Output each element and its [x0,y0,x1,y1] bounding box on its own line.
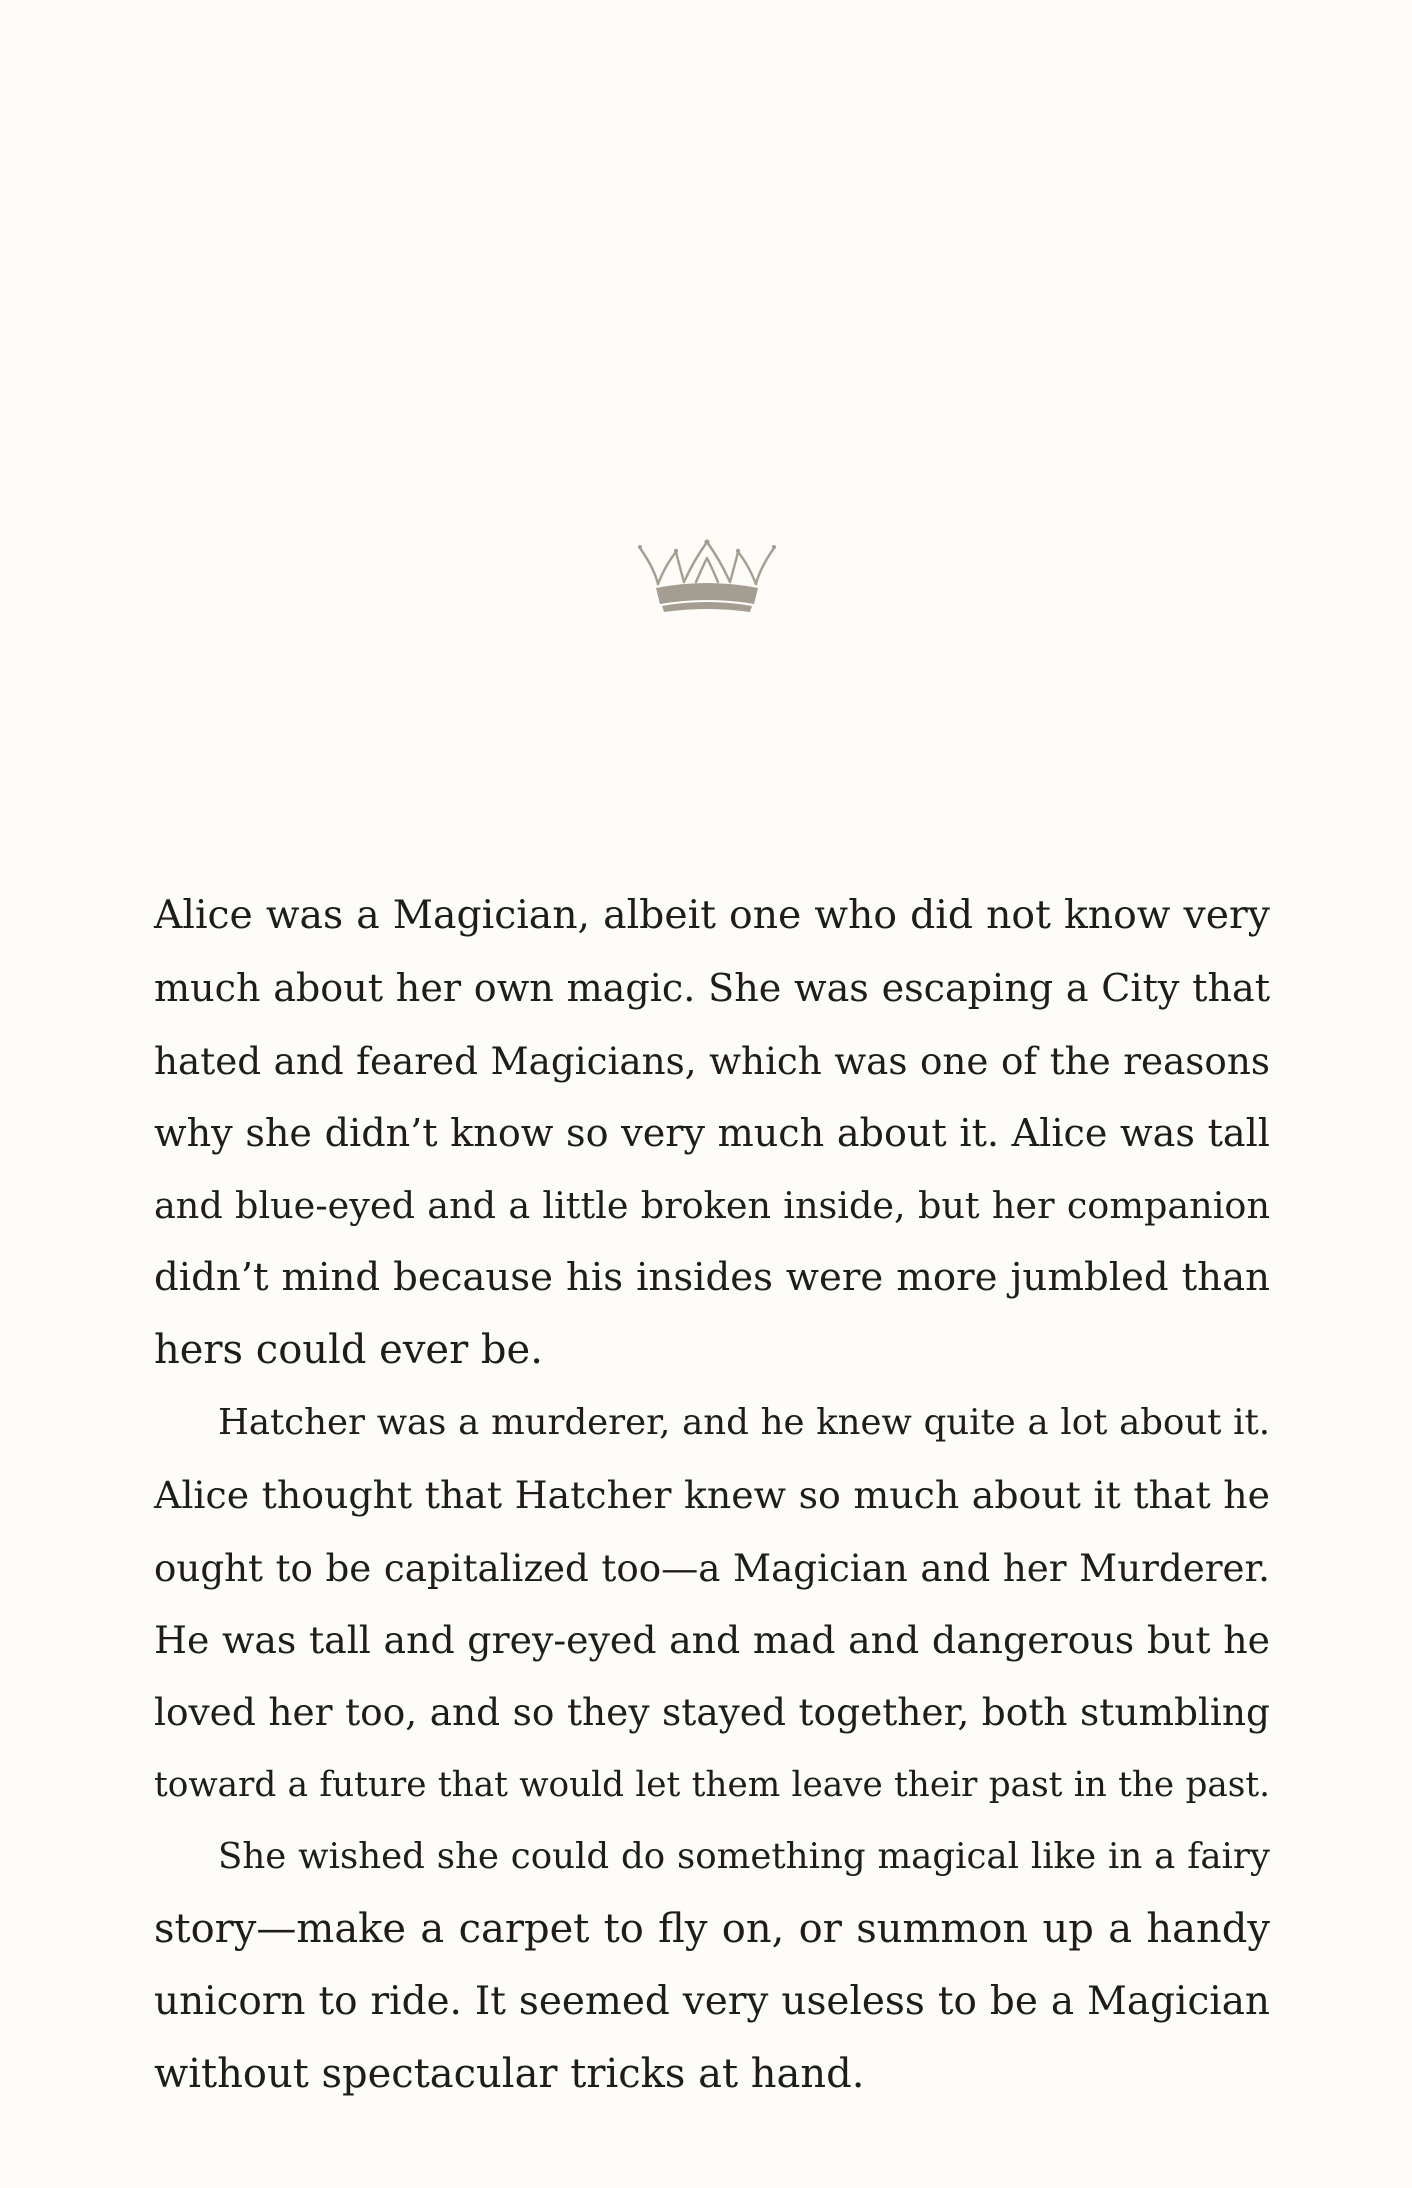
body-text [154,880,1270,2111]
text-line: He was tall and grey-eyed and mad and dangerous but he [154,1617,1270,1662]
text-line: Hatcher was a murderer, and he knew quite a lot about it. [218,1401,1270,1443]
text-line: Alice thought that Hatcher knew so much about it that he [154,1473,1270,1518]
paragraph-1 [154,880,1270,1387]
text-line: hated and feared Magicians, which was one of the reasons [154,1038,1270,1083]
text-line: didn’t mind because his insides were more jumbled than [154,1254,1270,1300]
crown-icon [636,538,778,616]
text-line: unicorn to ride. It seemed very useless to be a Magician [154,1978,1270,2024]
text-line: ought to be capitalized too—a Magician and her Murderer. [154,1545,1270,1590]
text-line: loved her too, and so they stayed together, both stumbling [154,1690,1270,1735]
text-line: She wished she could do something magical like in a fairy [218,1836,1270,1878]
text-line: much about her own magic. She was escaping a City that [154,966,1270,1011]
paragraph-3 [154,1821,1270,2111]
text-line: why she didn’t know so very much about it. Alice was tall [154,1111,1270,1156]
text-line: Alice was a Magician, albeit one who did not know very [154,893,1270,938]
text-line: and blue-eyed and a little broken inside, but her companion [154,1183,1270,1227]
text-line: toward a future that would let them leave their past in the past. [154,1764,1270,1805]
paragraph-2 [154,1387,1270,1821]
text-line: story—make a carpet to fly on, or summon up a handy [154,1906,1270,1953]
text-line: hers could ever be. [154,1327,543,1374]
text-line: without spectacular tricks at hand. [154,2051,865,2098]
